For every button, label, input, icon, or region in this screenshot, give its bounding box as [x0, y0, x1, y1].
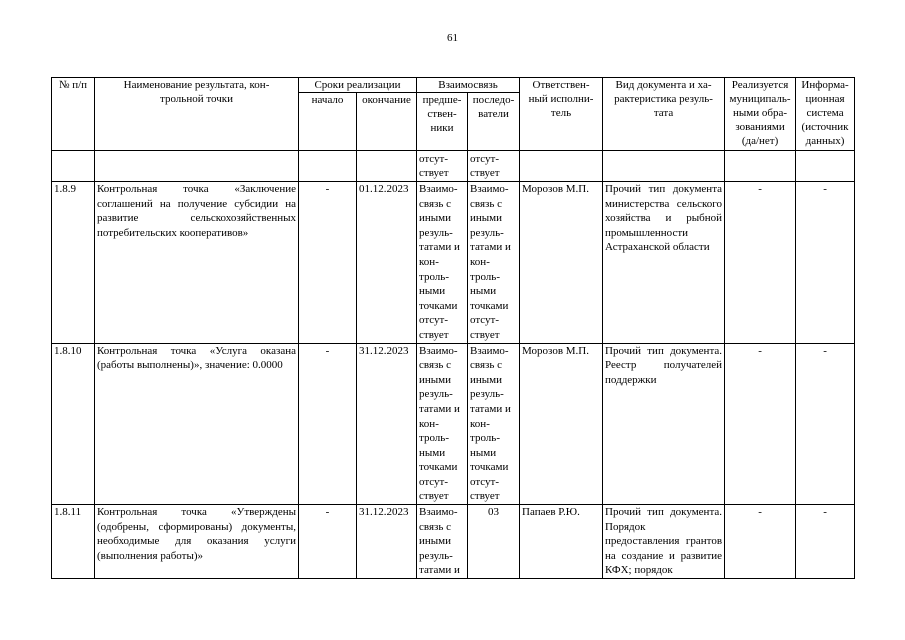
- cell-empty: [299, 151, 357, 182]
- cell-name: Контрольная точка «Заключение соглашений на получение субсидии на развитие сельскохозяйственных потребительских кооперативов»: [95, 182, 299, 344]
- cell-predecessors: Взаимо- связь с иными резуль- татами и кон- троль- ными точками отсут- ствует: [417, 343, 468, 505]
- header-start: начало: [299, 93, 357, 151]
- header-terms: Сроки реализации: [299, 78, 417, 93]
- continuation-row: [52, 151, 855, 182]
- header-num: № п/п: [52, 78, 95, 151]
- cell-empty: [357, 151, 417, 182]
- cell-num: 1.8.9: [52, 182, 95, 344]
- cell-successors: 03: [468, 505, 520, 579]
- header-document: Вид документа и ха- рактеристика резуль- тата: [603, 78, 725, 151]
- cell-name: Контрольная точка «Утверждены (одобрены, сформированы) документы, необходимые для оказания услуги (выполнения работы)»: [95, 505, 299, 579]
- cell-municipal: -: [725, 182, 796, 344]
- header-end: окончание: [357, 93, 417, 151]
- cell-num: 1.8.10: [52, 343, 95, 505]
- cell-municipal: -: [725, 343, 796, 505]
- cell-responsible: Морозов М.П.: [520, 343, 603, 505]
- cell-predecessors: Взаимо- связь с иными резуль- татами и: [417, 505, 468, 579]
- cell-responsible: Папаев Р.Ю.: [520, 505, 603, 579]
- cell-end: 31.12.2023: [357, 505, 417, 579]
- cell-empty: [796, 151, 855, 182]
- table-row: [52, 343, 855, 505]
- cell-end: 01.12.2023: [357, 182, 417, 344]
- table-header: [52, 78, 855, 151]
- cell-predecessors: Взаимо- связь с иными резуль- татами и кон- троль- ными точками отсут- ствует: [417, 182, 468, 344]
- cell-successors: отсут- ствует: [468, 151, 520, 182]
- header-info-system: Информа- ционная система (источник данных): [796, 78, 855, 151]
- header-predecessors: предше- ствен- ники: [417, 93, 468, 151]
- table-row: [52, 505, 855, 579]
- header-link: Взаимосвязь: [417, 78, 520, 93]
- control-points-table: [51, 77, 855, 579]
- cell-predecessors: отсут- ствует: [417, 151, 468, 182]
- cell-empty: [520, 151, 603, 182]
- cell-empty: [52, 151, 95, 182]
- header-successors: последо- ватели: [468, 93, 520, 151]
- cell-empty: [725, 151, 796, 182]
- table-row: [52, 182, 855, 344]
- cell-empty: [95, 151, 299, 182]
- cell-start: -: [299, 182, 357, 344]
- cell-start: -: [299, 505, 357, 579]
- cell-document: Прочий тип документа. Реестр получателей поддержки: [603, 343, 725, 505]
- cell-empty: [603, 151, 725, 182]
- cell-num: 1.8.11: [52, 505, 95, 579]
- cell-name: Контрольная точка «Услуга оказана (работы выполнены)», значение: 0.0000: [95, 343, 299, 505]
- cell-info-system: -: [796, 343, 855, 505]
- cell-end: 31.12.2023: [357, 343, 417, 505]
- cell-responsible: Морозов М.П.: [520, 182, 603, 344]
- cell-successors: Взаимо- связь с иными резуль- татами и кон- троль- ными точками отсут- ствует: [468, 343, 520, 505]
- cell-start: -: [299, 343, 357, 505]
- cell-info-system: -: [796, 505, 855, 579]
- cell-successors: Взаимо- связь с иными резуль- татами и кон- троль- ными точками отсут- ствует: [468, 182, 520, 344]
- cell-municipal: -: [725, 505, 796, 579]
- page-number: 61: [447, 32, 458, 44]
- header-municipal: Реализуется муниципаль- ными обра- зованиями (да/нет): [725, 78, 796, 151]
- header-name: Наименование результата, кон- трольной точки: [95, 78, 299, 151]
- cell-document: Прочий тип документа министерства сельского хозяйства и рыбной промышленности Астраханской области: [603, 182, 725, 344]
- cell-info-system: -: [796, 182, 855, 344]
- header-responsible: Ответствен- ный исполни- тель: [520, 78, 603, 151]
- cell-document: Прочий тип документа. Порядок предоставления грантов на создание и развитие КФХ; порядок: [603, 505, 725, 579]
